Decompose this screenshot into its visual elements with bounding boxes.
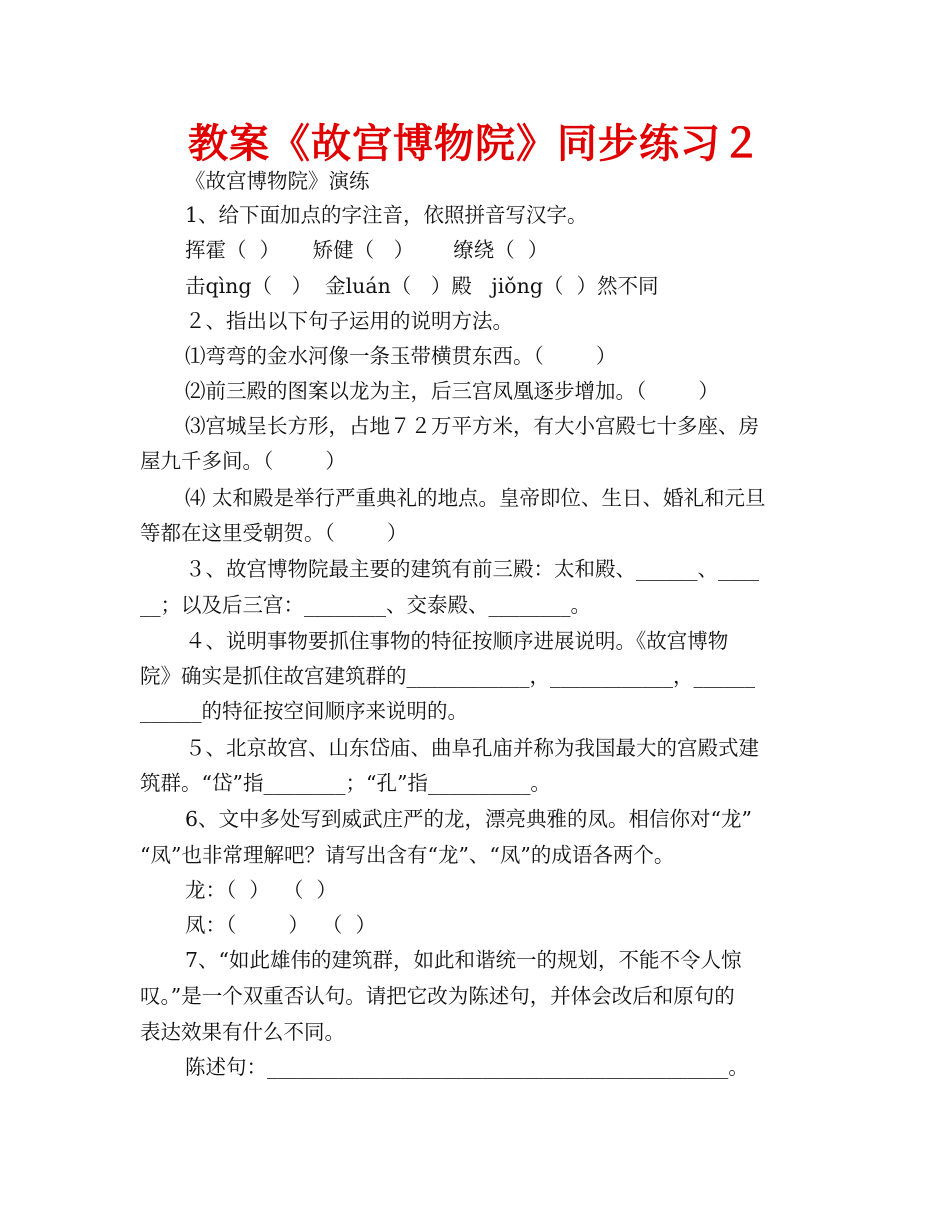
question-3-cont: __；以及后三宫：________、交泰殿、________。	[140, 593, 591, 617]
question-3: ３、故宫博物院最主要的建筑有前三殿：太和殿、______、____	[185, 557, 759, 581]
question-2-item-3: ⑶宫城呈长方形，占地７２万平方米，有大小宫殿七十多座、房	[185, 414, 759, 438]
question-2-item-2: ⑵前三殿的图案以龙为主，后三宫凤凰逐步增加。（ ）	[185, 379, 719, 403]
question-7: 7、“如此雄伟的建筑群，如此和谐统一的规划，不能不令人惊	[185, 948, 742, 972]
question-4: ４、说明事物要抓住事物的特征按顺序进展说明。《故宫博物	[185, 629, 729, 653]
question-6-cont: “凤”也非常理解吧？请写出含有“龙”、“凤”的成语各两个。	[140, 843, 675, 867]
question-6: 6、文中多处写到威武庄严的龙，漂亮典雅的凤。相信你对“龙”	[185, 807, 753, 831]
question-2-item-1: ⑴弯弯的金水河像一条玉带横贯东西。（ ）	[185, 344, 617, 368]
question-5-cont: 筑群。“岱”指________；“孔”指__________。	[140, 771, 551, 795]
question-2-item-3-cont: 屋九千多间。（ ）	[140, 449, 346, 473]
question-2-item-4: ⑷ 太和殿是举行严重典礼的地点。皇帝即位、生日、婚礼和元旦	[185, 486, 766, 510]
question-2: ２、指出以下句子运用的说明方法。	[185, 309, 513, 333]
question-5: ５、北京故宫、山东岱庙、曲阜孔庙并称为我国最大的宫殿式建	[185, 736, 759, 760]
question-4-cont-2: ______的特征按空间顺序来说明的。	[140, 699, 468, 723]
question-1: 1、给下面加点的字注音，依照拼音写汉字。	[185, 203, 588, 227]
document-title: 教案《故宫博物院》同步练习２	[188, 121, 762, 167]
question-1-hanzi-row: 击qìng（ ） 金luán（ ）殿 jiǒng（ ）然不同	[185, 274, 659, 298]
question-1-pinyin-row: 挥霍（ ） 矫健（ ） 缭绕（ ）	[185, 238, 549, 262]
question-2-item-4-cont: 等都在这里受朝贺。（ ）	[140, 521, 408, 545]
question-7-cont-2: 表达效果有什么不同。	[140, 1020, 345, 1044]
section-heading: 《故宫博物院》演练	[185, 169, 370, 193]
question-6-dragon: 龙：（ ） （ ）	[185, 878, 337, 902]
question-7-answer-line: 陈述句：_____________________________________________。	[185, 1055, 749, 1079]
question-6-phoenix: 凤：（ ） （ ）	[185, 913, 376, 937]
question-7-cont: 叹。”是一个双重否认句。请把它改为陈述句，并体会改后和原句的	[140, 984, 735, 1008]
question-4-cont: 院》确实是抓住故宫建筑群的____________，____________，______	[140, 664, 755, 688]
